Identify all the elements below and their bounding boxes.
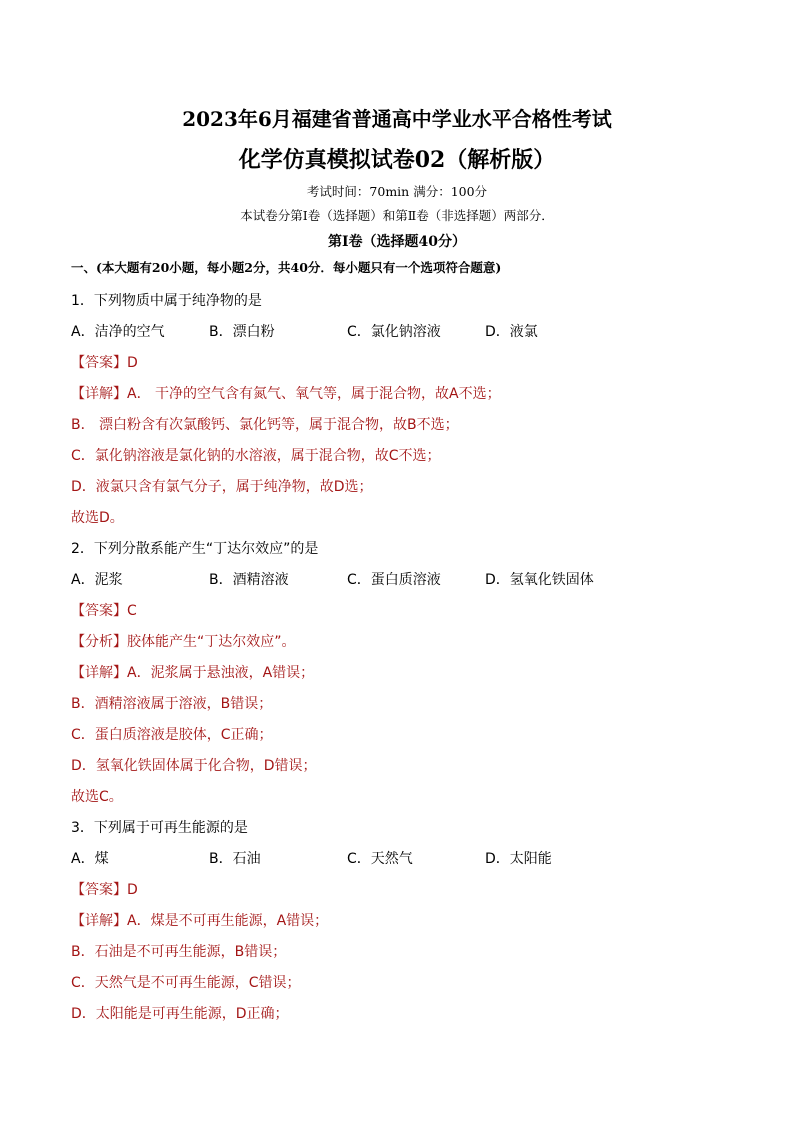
paper-composition: 本试卷分第Ⅰ卷（选择题）和第Ⅱ卷（非选择题）两部分．	[240, 208, 554, 223]
option-d: D．太阳能	[485, 851, 552, 867]
conclusion: 故选C。	[71, 789, 123, 805]
option-b: B．酒精溶液	[209, 572, 289, 588]
answer-label: 【答案】C	[71, 603, 137, 619]
detail-line: 【详解】A．煤是不可再生能源，A错误；	[71, 913, 329, 929]
option-a: A．洁净的空气	[71, 324, 165, 340]
question-stem: 1．下列物质中属于纯净物的是	[71, 293, 262, 309]
option-d: D．液氯	[485, 324, 538, 340]
detail-line: 【详解】A．泥浆属于悬浊液，A错误；	[71, 665, 315, 681]
detail-label: 【详解】	[71, 913, 127, 929]
detail-line: D．太阳能是可再生能源，D正确；	[71, 1006, 289, 1022]
option-c: C．氯化钠溶液	[347, 324, 441, 340]
question-options	[71, 565, 731, 596]
exam-title: 2023年6月福建省普通高中学业水平合格性考试	[182, 107, 612, 131]
detail-line: B．酒精溶液属于溶液，B错误；	[71, 696, 273, 712]
detail-line: C．蛋白质溶液是胶体，C正确；	[71, 727, 273, 743]
answer-label: 【答案】D	[71, 355, 138, 371]
option-a: A．泥浆	[71, 572, 123, 588]
paper-title: 化学仿真模拟试卷02（解析版）	[238, 147, 556, 173]
option-a: A．煤	[71, 851, 109, 867]
option-c: C．蛋白质溶液	[347, 572, 441, 588]
question-stem: 2．下列分散系能产生“丁达尔效应”的是	[71, 541, 319, 557]
detail-line: C．氯化钠溶液是氯化钠的水溶液，属于混合物，故C不选；	[71, 448, 441, 464]
detail-label: 【详解】	[71, 665, 127, 681]
part-title: 第Ⅰ卷（选择题40分）	[327, 234, 467, 250]
detail-label: 【详解】	[71, 386, 127, 402]
detail-line: B．石油是不可再生能源，B错误；	[71, 944, 287, 960]
detail-line: D．氢氧化铁固体属于化合物，D错误；	[71, 758, 317, 774]
option-b: B．漂白粉	[209, 324, 275, 340]
detail-line: B． 漂白粉含有次氯酸钙、氯化钙等，属于混合物，故B不选；	[71, 417, 459, 433]
question-list	[71, 286, 731, 1030]
section-title: 一、(本大题有20小题，每小题2分，共40分．每小题只有一个选项符合题意)	[71, 260, 502, 275]
analysis-line: 【分析】胶体能产生“丁达尔效应”。	[71, 634, 296, 650]
option-c: C．天然气	[347, 851, 413, 867]
exam-info: 考试时间：70min 满分：100分	[306, 184, 488, 199]
option-b: B．石油	[209, 851, 261, 867]
question-options	[71, 317, 731, 348]
detail-line: 【详解】A． 干净的空气含有氮气、氧气等，属于混合物，故A不选；	[71, 386, 501, 402]
analysis-label: 【分析】	[71, 634, 127, 650]
answer-label: 【答案】D	[71, 882, 138, 898]
question-stem: 3．下列属于可再生能源的是	[71, 820, 248, 836]
conclusion: 故选D。	[71, 510, 124, 526]
detail-line: C．天然气是不可再生能源，C错误；	[71, 975, 301, 991]
question-options	[71, 844, 731, 875]
detail-line: D．液氯只含有氯气分子，属于纯净物，故D选；	[71, 479, 373, 495]
option-d: D．氢氧化铁固体	[485, 572, 594, 588]
